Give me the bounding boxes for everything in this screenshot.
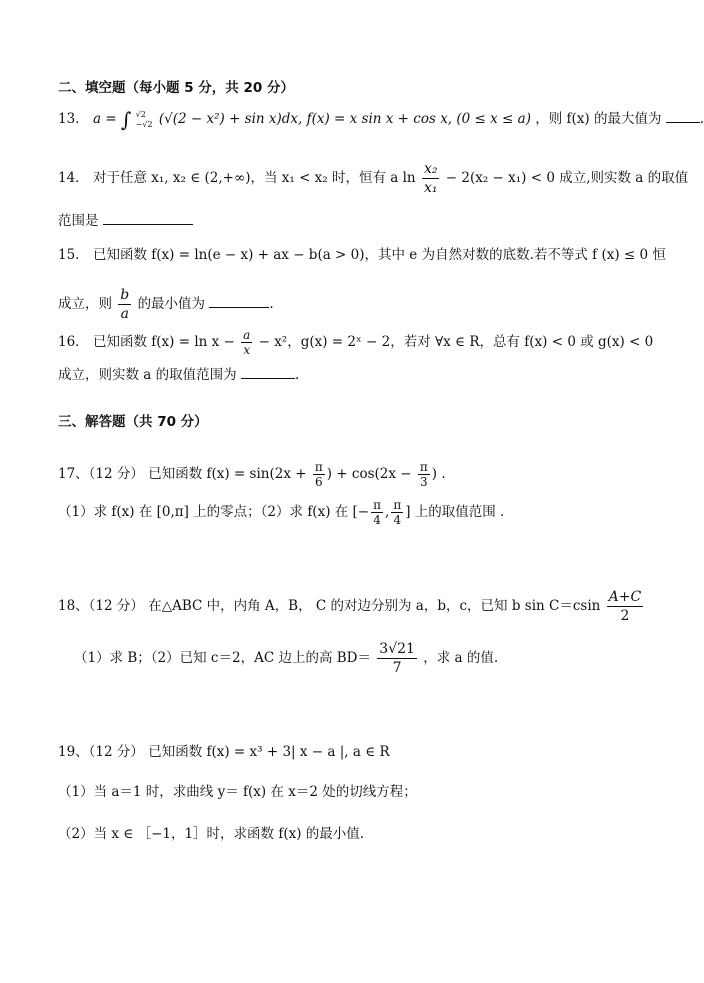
q17-sub-mid: , (385, 504, 390, 520)
section-3-heading: 三、解答题（共 70 分） (58, 414, 208, 430)
q14-frac-den: x₁ (423, 180, 438, 196)
q18-frac2-den: 7 (392, 660, 402, 676)
q17-frac4-num: π (393, 498, 402, 512)
q16-answer-blank[interactable] (241, 364, 295, 379)
q17-frac3-den: 4 (373, 513, 381, 527)
question-19 (58, 742, 656, 762)
q17-frac4 (391, 498, 403, 527)
q17-frac1-den: 6 (314, 475, 323, 489)
question-14 (58, 160, 689, 197)
q15-line2-a: 成立，则 (58, 296, 112, 312)
q15-fraction (118, 286, 131, 323)
q13-upper-limit: √2 (135, 109, 146, 119)
q17-part1: 已知函数 f(x) = sin(2x + (148, 466, 307, 482)
q18-sub1: （1）求 B；（2）已知 c＝2，AC 边上的高 BD＝ (74, 650, 371, 666)
q15-line2-b: 的最小值为 (137, 296, 206, 312)
question-17 (58, 460, 656, 489)
question-19-sub2: （2）当 x ∈ ［−1，1］时，求函数 f(x) 的最小值. (58, 826, 365, 842)
q15-frac-num: b (120, 287, 130, 303)
question-17-subparts (58, 498, 656, 527)
q18-frac-den: 2 (620, 608, 630, 624)
q18-fraction (607, 588, 644, 625)
q17-frac1 (313, 460, 325, 489)
q15-end: . (269, 296, 274, 312)
question-18-subparts (74, 640, 656, 677)
q17-frac2-num: π (419, 460, 428, 474)
q15-answer-blank[interactable] (209, 293, 269, 308)
q18-part1: 在△ABC 中，内角 A，B， C 的对边分别为 a，b，c，已知 b sin C＝csin (148, 598, 601, 614)
q16-frac-den: x (243, 343, 251, 357)
q17-part2: ) + cos(2x − (326, 466, 412, 482)
question-16-line2 (58, 364, 656, 385)
question-18 (58, 588, 656, 625)
q17-sub1: （1）求 f(x) 在 [0,π] 上的零点；（2）求 f(x) 在 [− (58, 504, 370, 520)
q19-part1: 已知函数 f(x) = x³ + 3| x − a |, a ∈ R (148, 744, 390, 760)
q16-line2: 成立，则实数 a 的取值范围为 (58, 367, 237, 383)
q13-a-eq: a = (92, 111, 121, 127)
question-15 (58, 245, 666, 265)
q17-frac2-den: 3 (420, 475, 428, 489)
q16-end: . (294, 367, 300, 383)
q16-frac-num: a (243, 328, 251, 342)
question-16 (58, 328, 656, 357)
q13-end: . (699, 111, 704, 127)
q13-number: 13． (58, 111, 89, 127)
q18-sub2: ，求 a 的值. (423, 650, 499, 666)
q18-fraction2 (377, 640, 417, 677)
question-14-line2 (58, 210, 656, 231)
q13-limits (136, 110, 153, 130)
q13-integrand: (√(2 − x²) + sin x)dx, f(x) = x sin x + cos x, (0 ≤ x ≤ a) (158, 111, 531, 127)
q19-number: 19、（12 分） (58, 744, 144, 760)
q13-answer-blank[interactable] (666, 108, 700, 123)
q14-fraction (422, 160, 440, 197)
q18-frac-num: A+C (608, 589, 642, 605)
q17-number: 17、（12 分） (58, 466, 144, 482)
q14-frac-num: x₂ (423, 161, 438, 177)
q13-lower-limit: −√2 (135, 119, 153, 129)
q17-frac1-num: π (314, 460, 323, 474)
q13-tail: ，则 f(x) 的最大值为 (535, 111, 662, 127)
q15-frac-den: a (120, 306, 129, 322)
q15-number: 15． (58, 247, 89, 263)
q18-number: 18、（12 分） (58, 598, 144, 614)
q18-frac2-num: 3√21 (379, 641, 415, 657)
question-19-sub1: （1）当 a＝1 时，求曲线 y＝ f(x) 在 x＝2 处的切线方程； (58, 784, 417, 800)
question-13 (58, 107, 704, 132)
q14-line2: 范围是 (58, 213, 99, 229)
q16-part1: 已知函数 f(x) = ln x − (92, 334, 235, 350)
q17-sub2: ] 上的取值范围 . (405, 504, 505, 520)
q17-frac3 (371, 498, 383, 527)
q14-part2: − 2(x₂ − x₁) < 0 成立,则实数 a 的取值 (445, 170, 689, 186)
q14-part1: 对于任意 x₁, x₂ ∈ (2,+∞)，当 x₁ < x₂ 时，恒有 a ln (92, 170, 416, 186)
q14-answer-blank[interactable] (103, 210, 193, 225)
q17-frac4-den: 4 (393, 513, 402, 527)
section-2-heading: 二、填空题（每小题 5 分，共 20 分） (58, 80, 294, 96)
q17-frac2 (418, 460, 430, 489)
question-15-line2 (58, 286, 656, 323)
q15-part1: 已知函数 f(x) = ln(e − x) + ax − b(a > 0)，其中 e 为自然对数的底数.若不等式 f (x) ≤ 0 恒 (92, 247, 666, 263)
q16-part2: − x²，g(x) = 2ˣ − 2，若对 ∀x ∈ R，总有 f(x) < 0 或 g(x) < 0 (258, 334, 654, 350)
q16-number: 16． (58, 334, 89, 350)
q16-fraction (241, 328, 252, 357)
q17-part3: ) . (431, 466, 446, 482)
integral-sign-icon: ∫ (120, 107, 132, 132)
q14-number: 14． (58, 170, 89, 186)
q17-frac3-num: π (373, 498, 382, 512)
